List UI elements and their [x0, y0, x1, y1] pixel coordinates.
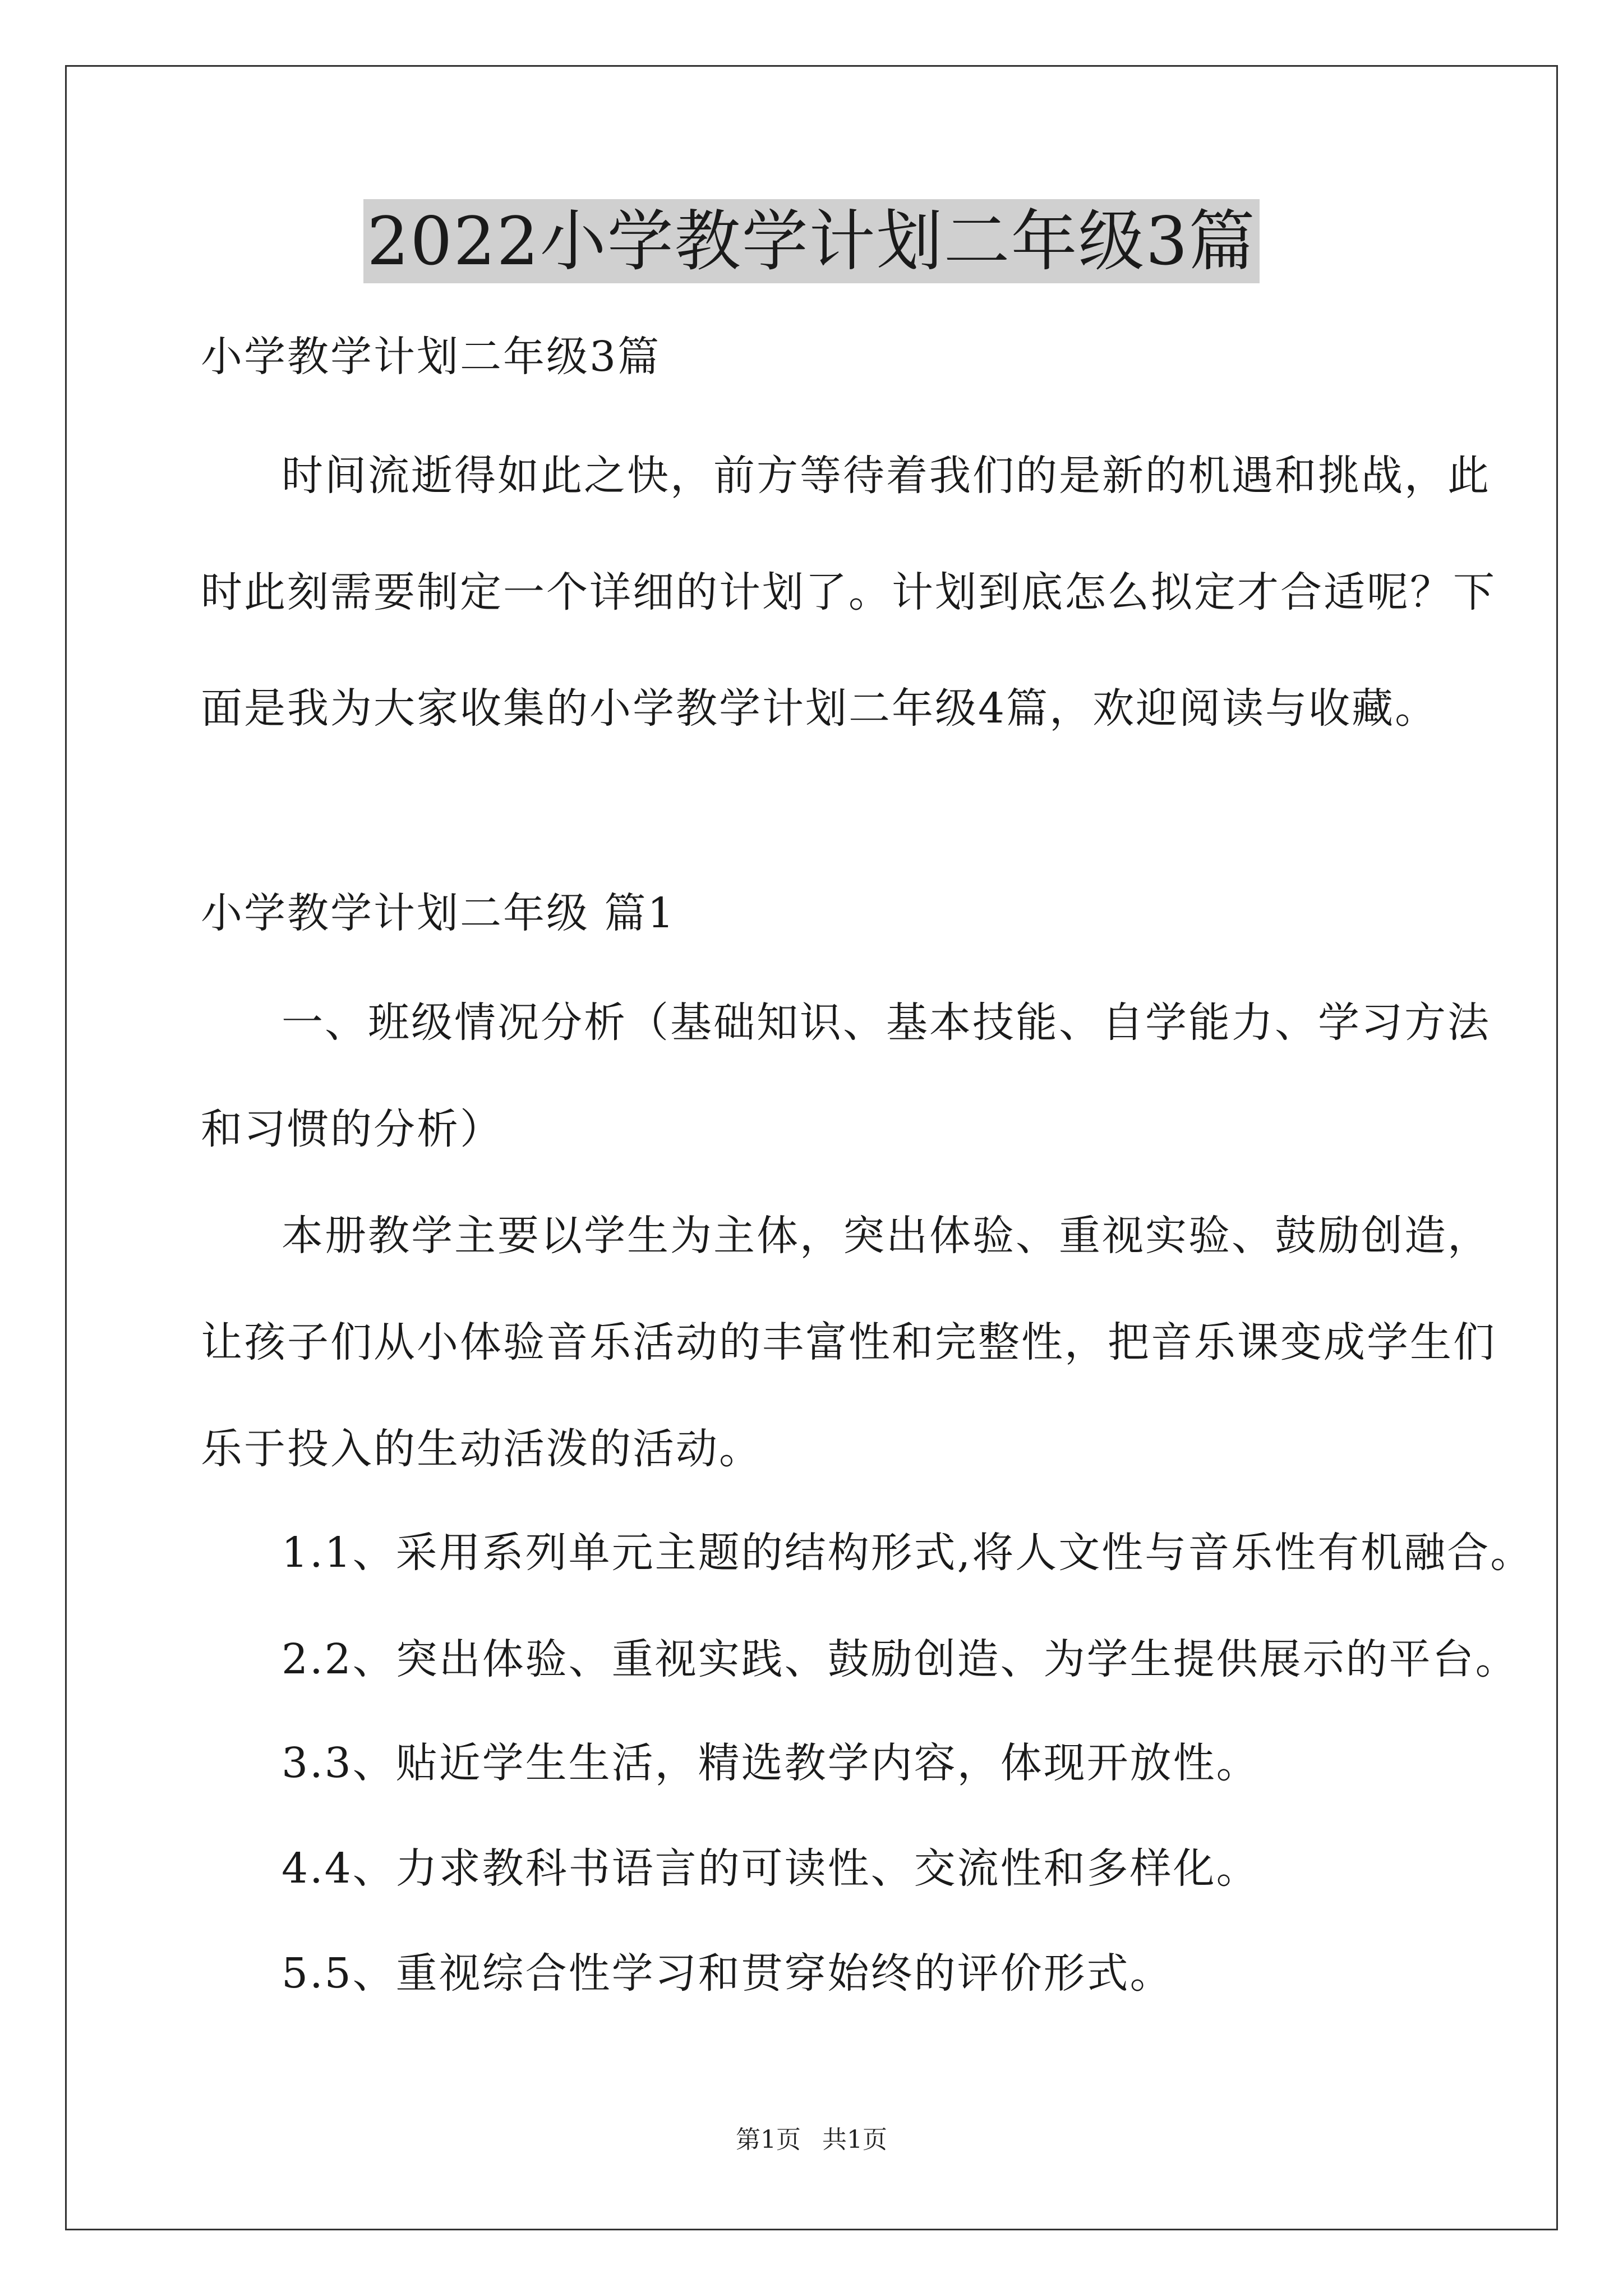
list-item: 5.5、重视综合性学习和贯穿始终的评价形式。: [282, 1949, 1173, 1998]
paragraph-line: 和习惯的分析）: [201, 1105, 503, 1153]
subtitle: 小学教学计划二年级3篇: [201, 333, 661, 381]
paragraph-line: 面是我为大家收集的小学教学计划二年级4篇，欢迎阅读与收藏。: [201, 684, 1438, 733]
page-number: 第1页: [736, 2125, 801, 2154]
paragraph-line: 时此刻需要制定一个详细的计划了。计划到底怎么拟定才合适呢？下: [201, 568, 1496, 616]
page-footer: [0, 2123, 1623, 2157]
list-item: 4.4、力求教科书语言的可读性、交流性和多样化。: [282, 1844, 1260, 1893]
list-item: 3.3、贴近学生生活，精选教学内容，体现开放性。: [282, 1739, 1260, 1787]
page-total: 共1页: [822, 2125, 887, 2154]
paragraph-line: 一、班级情况分析（基础知识、基本技能、自学能力、学习方法: [282, 999, 1491, 1047]
paragraph-line: 乐于投入的生动活泼的活动。: [201, 1425, 762, 1473]
paragraph-line: 本册教学主要以学生为主体，突出体验、重视实验、鼓励创造，: [282, 1212, 1491, 1260]
document-title: 2022小学教学计划二年级3篇: [363, 199, 1259, 283]
paragraph-line: 让孩子们从小体验音乐活动的丰富性和完整性，把音乐课变成学生们: [201, 1318, 1496, 1366]
title-container: [0, 199, 1623, 283]
paragraph-line: 时间流逝得如此之快，前方等待着我们的是新的机遇和挑战，此: [282, 452, 1491, 500]
list-item: 1.1、采用系列单元主题的结构形式,将人文性与音乐性有机融合。: [282, 1529, 1534, 1577]
section-heading: 小学教学计划二年级 篇1: [201, 889, 676, 937]
list-item: 2.2、突出体验、重视实践、鼓励创造、为学生提供展示的平台。: [282, 1635, 1519, 1683]
